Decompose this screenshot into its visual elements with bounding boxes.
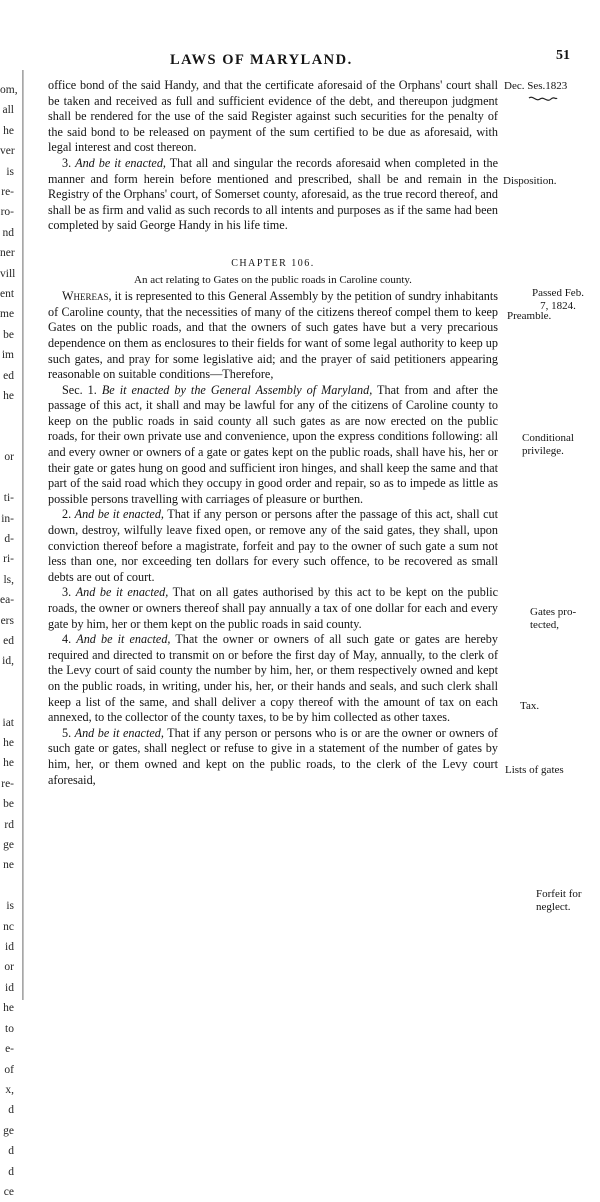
margin-note-session: Dec. Ses.1823	[504, 80, 568, 92]
edge-fragment: nc	[3, 920, 14, 933]
margin-note-passed-line-1: Passed Feb.	[532, 287, 584, 299]
margin-note-conditional-line-1: Conditional	[522, 432, 574, 444]
margin-note-passed-line-2: 7, 1824.	[540, 299, 576, 312]
section-number: 3.	[62, 155, 76, 170]
edge-fragment	[0, 407, 14, 427]
edge-fragment: x,	[5, 1083, 14, 1096]
edge-fragment: ti-	[3, 492, 14, 505]
paragraph-sec-1	[48, 383, 498, 508]
edge-fragment: id	[5, 941, 14, 954]
paragraph-text: it is represented to this General Assembly by the petition of sundry inhabitants of Caroline county, that the necessities of many of the citizens thereof compel them to keep Gates on the public roads, and that the owners of such gates have but a very precarious dependence on them as enclosures to their fields for want of some legal authority to keep up such gates, and pray for some legislative aid; and the prayer of said petitioners appearing reasonable on suitable conditions—Therefore,	[48, 289, 498, 382]
edge-fragment	[0, 672, 14, 692]
enacting-clause: And be it enacted,	[75, 155, 166, 170]
section-chapter-106	[48, 289, 498, 788]
edge-fragment: rd	[4, 818, 14, 831]
edge-fragment	[0, 468, 14, 488]
edge-fragment: id	[5, 981, 14, 994]
margin-note-conditional-line-2: privilege.	[522, 444, 564, 457]
edge-fragment	[0, 427, 14, 447]
adjacent-page-edge	[0, 80, 18, 1198]
margin-note-preamble: Preamble.	[507, 310, 552, 322]
edge-fragment: ge	[3, 839, 14, 852]
paragraph-text: That on all gates authorised by this act to be kept on the public roads, the owner or owners thereof shall pay annually a tax of one dollar for each and every gate by him, her or them kept on the public roads in said county.	[48, 585, 499, 631]
margin-note-gates-protected-line-1: Gates pro-	[530, 606, 577, 618]
margin-note-forfeit	[536, 888, 582, 913]
edge-fragment: of	[4, 1063, 14, 1076]
running-head: LAWS OF MARYLAND.	[170, 52, 353, 68]
edge-fragment: ri-	[3, 553, 14, 566]
margin-note-passed	[532, 287, 584, 312]
paragraph-sec-4	[48, 632, 498, 726]
paragraph-text: That from and after the passage of this act, it shall and may be lawful for any of the citizens of Caroline county to keep on the public roads in said county all such gates as are now erected on the public roads, for their own private use and convenience, upon the express conditions following: all and every owner or owners of a gate or gates kept on the public roads, shall have his, her or their gate or gates hung on good and sufficient iron hinges, and shall keep the same and that part of the said road which they occupy in good order and repair, so as to impede as little as possible persons travelling with carriages of pleasure or burthen.	[48, 382, 498, 506]
chapter-heading: CHAPTER 106.	[231, 257, 315, 269]
enacting-clause: And be it enacted,	[74, 507, 164, 522]
edge-fragment: d	[8, 1104, 14, 1117]
edge-fragment: iat	[2, 716, 14, 729]
section-number: 2.	[62, 507, 75, 522]
enacting-clause: Be it enacted by the General Assembly of Maryland,	[101, 382, 373, 397]
margin-note-gates-protected-line-2: tected,	[530, 618, 560, 631]
margin-note-tax: Tax.	[520, 700, 540, 712]
edge-fragment: ce	[3, 1185, 14, 1198]
edge-fragment: or	[4, 961, 14, 974]
paragraph-preamble	[48, 289, 498, 383]
edge-fragment: im	[1, 349, 14, 362]
edge-fragment: d-	[4, 532, 14, 545]
edge-fragment: e-	[5, 1043, 14, 1056]
paragraph-sec-3	[48, 585, 498, 632]
edge-fragment: be	[3, 798, 14, 811]
edge-fragment: he	[3, 1002, 14, 1015]
paragraph-sec-3-records	[48, 156, 498, 234]
gutter-shadow	[22, 70, 24, 1000]
paragraph-sec-5	[48, 726, 498, 788]
section-number: 4.	[62, 632, 77, 647]
paragraph-text: That all and singular the records aforesaid when completed in the manner and form herein before mentioned and prescribed, shall be and remain in the Registry of the Orphans' court, of Somerset county, aforesaid, as the true record thereof, and shall be as firm and valid as such records to all intents and purposes as if the same had been completed by said George Handy in his life time.	[48, 155, 498, 233]
edge-fragment: ro-	[0, 206, 14, 219]
edge-fragment: ver	[0, 145, 15, 158]
paragraph-sec-2	[48, 507, 498, 585]
edge-fragment: ent	[0, 288, 15, 301]
edge-fragment: id,	[2, 655, 14, 668]
margin-flourish	[528, 94, 558, 104]
edge-fragment: d	[8, 1165, 14, 1178]
margin-note-conditional	[522, 432, 574, 457]
edge-fragment: re-	[1, 186, 14, 199]
paragraph-text: That the owner or owners of all such gate or gates are hereby required and directed to transmit on or before the first day of May, annually, to the clerk of the Levy court of said county the number by him, her, or them respectively owned and kept on the public roads, in writing, under his, her, or their hands and seals, and such clerk shall keep a list of the same, and shall deliver a copy thereof with the amount of tax on each annexed, to the collector of the county taxes, to be by him collected as other taxes.	[48, 632, 498, 725]
edge-fragment: ed	[3, 369, 14, 382]
edge-fragment: be	[3, 328, 14, 341]
edge-fragment: is	[6, 900, 14, 913]
edge-fragment: ed	[3, 634, 14, 647]
preamble-word: Whereas,	[62, 289, 112, 304]
edge-fragment: is	[6, 165, 14, 178]
section-number: 3.	[62, 585, 76, 600]
edge-fragment: me	[0, 308, 15, 321]
paragraph-text: That if any person or persons after the passage of this act, shall cut down, destroy, wilfully leave fixed open, or remove any of the said gates, they shall, upon conviction thereof before a magistrate, forfeit and pay to the owner of such gate a sum not less than one, nor exceeding ten dollars for every such offence, to be recovered as small debts are out of court.	[48, 507, 498, 584]
enacting-clause: And be it enacted,	[74, 725, 164, 740]
edge-fragment	[0, 876, 14, 896]
margin-note-lists-of-gates: Lists of gates	[505, 764, 564, 776]
edge-fragment: or	[4, 451, 14, 464]
margin-note-forfeit-line-1: Forfeit for	[536, 888, 582, 900]
edge-fragment: he	[3, 390, 14, 403]
section-top	[48, 78, 498, 234]
edge-fragment: he	[3, 124, 14, 137]
edge-fragment	[0, 692, 14, 712]
edge-fragment: nd	[2, 226, 14, 239]
edge-fragment: all	[2, 104, 14, 117]
margin-note-disposition: Disposition.	[503, 175, 557, 187]
paragraph-text: office bond of the said Handy, and that the certificate aforesaid of the Orphans' court shall be taken and received as full and sufficient evidence of the debt, and thereupon judgment shall be rendered for the use of the said Register against such securities for the penalty of the said bond to be released on payment of the sum certified to be due as aforesaid, with legal interest and cost thereon.	[48, 78, 498, 155]
section-number: Sec. 1.	[62, 382, 102, 397]
edge-fragment: om,	[0, 84, 18, 96]
edge-fragment: he	[3, 757, 14, 770]
edge-fragment: to	[5, 1022, 14, 1035]
edge-fragment: ge	[3, 1124, 14, 1137]
margin-note-gates-protected	[530, 606, 576, 631]
edge-fragment: d	[8, 1145, 14, 1158]
edge-fragment: ers	[0, 614, 14, 627]
edge-fragment: in-	[1, 512, 14, 525]
enacting-clause: And be it enacted,	[76, 632, 171, 647]
enacting-clause: And be it enacted,	[75, 585, 169, 600]
paragraph-text: That if any person or persons who is or are the owner or owners of such gate or gates, shall neglect or refuse to give in a statement of the number of gates by him, her, or them owned and kept on the public roads, to the clerk of the Levy court aforesaid,	[48, 725, 498, 787]
edge-fragment: re-	[1, 777, 14, 790]
page-number: 51	[556, 48, 570, 63]
main-text-column	[48, 78, 498, 788]
margin-note-forfeit-line-2: neglect.	[536, 900, 571, 913]
paragraph-continued	[48, 78, 498, 156]
edge-fragment: ls,	[3, 573, 14, 586]
section-number: 5.	[62, 725, 75, 740]
edge-fragment: vill	[0, 267, 16, 280]
chapter-title: An act relating to Gates on the public roads in Caroline county.	[134, 273, 412, 286]
edge-fragment: ne	[3, 859, 14, 872]
edge-fragment: ea-	[0, 594, 15, 607]
edge-fragment: ner	[0, 247, 15, 260]
edge-fragment: he	[3, 737, 14, 749]
